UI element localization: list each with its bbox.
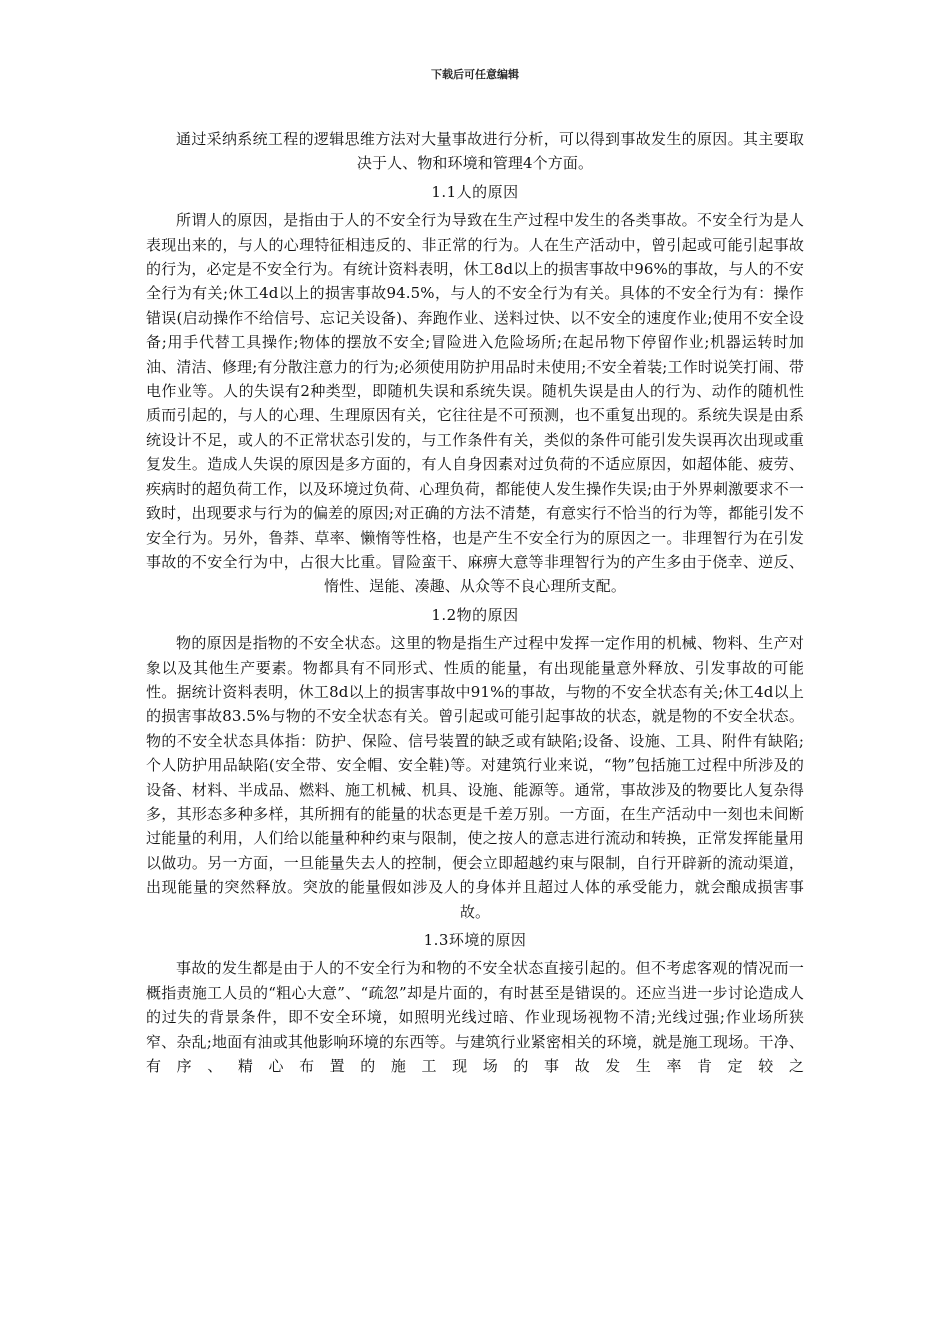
section-body-human: 所谓人的原因，是指由于人的不安全行为导致在生产过程中发生的各类事故。不安全行为是人表现出来的，与人的心理特征相违反的、非正常的行为。人在生产活动中，曾引起或可能引起事故的行为，必定是不安全行为。有统计资料表明，休工8d以上的损害事故中96%的事故，与人的不安全行为有关;休工4d以上的损害事故94.5%，与人的不安全行为有关。具体的不安全行为有：操作错误(启动操作不给信号、忘记关设备)、奔跑作业、送料过快、以不安全的速度作业;使用不安全设备;用手代替工具操作;物体的摆放不安全;冒险进入危险场所;在起吊物下停留作业;机器运转时加油、清洁、修理;有分散注意力的行为;必须使用防护用品时未使用;不安全着装;工作时说笑打闹、带电作业等。人的失误有2种类型，即随机失误和系统失误。随机失误是由人的行为、动作的随机性质而引起的，与人的心理、生理原因有关，它往往是不可预测，也不重复出现的。系统失误是由系统设计不足，或人的不正常状态引发的，与工作条件有关，类似的条件可能引发失误再次出现或重复发生。造成人失误的原因是多方面的，有人自身因素对过负荷的不适应原因，如超体能、疲劳、疾病时的超负荷工作，以及环境过负荷、心理负荷，都能使人发生操作失误;由于外界刺激要求不一致时，出现要求与行为的偏差的原因;对正确的方法不清楚，有意实行不恰当的行为等，都能引发不安全行为。另外，鲁莽、草率、懒惰等性格，也是产生不安全行为的原因之一。非理智行为在引发事故的不安全行为中，占很大比重。冒险蛮干、麻痹大意等非理智行为的产生多由于侥幸、逆反、惰性、逞能、凑趣、从众等不良心理所支配。 bbox=[146, 211, 804, 596]
section-heading-environment bbox=[146, 924, 804, 956]
section-heading-object-text: 1.2物的原因 bbox=[431, 605, 519, 624]
section-heading-human bbox=[146, 176, 804, 208]
section-heading-human-text: 1.1人的原因 bbox=[431, 182, 519, 201]
section-heading-object bbox=[146, 599, 804, 631]
section-body-environment: 事故的发生都是由于人的不安全行为和物的不安全状态直接引起的。但不考虑客观的情况而一概指责施工人员的“粗心大意”、“疏忽”却是片面的，有时甚至是错误的。还应当进一步讨论造成人的过失的背景条件，即不安全环境，如照明光线过暗、作业现场视物不清;光线过强;作业场所狭窄、杂乱;地面有油或其他影响环境的东西等。与建筑行业紧密相关的环境，就是施工现场。干净、有序、精心布置的施工现场的事故发生率肯定较之 bbox=[146, 959, 804, 1076]
intro-paragraph: 通过采纳系统工程的逻辑思维方法对大量事故进行分析，可以得到事故发生的原因。其主要取决于人、物和环境和管理4个方面。 bbox=[176, 130, 804, 173]
section-body-object: 物的原因是指物的不安全状态。这里的物是指生产过程中发挥一定作用的机械、物料、生产对象以及其他生产要素。物都具有不同形式、性质的能量，有出现能量意外释放、引发事故的可能性。据统计资料表明，休工8d以上的损害事故中91%的事故，与物的不安全状态有关;休工4d以上的损害事故83.5%与物的不安全状态有关。曾引起或可能引起事故的状态，就是物的不安全状态。物的不安全状态具体指：防护、保险、信号装置的缺乏或有缺陷;设备、设施、工具、附件有缺陷;个人防护用品缺陷(安全带、安全帽、安全鞋)等。对建筑行业来说，“物”包括施工过程中所涉及的设备、材料、半成品、燃料、施工机械、机具、设施、能源等。通常，事故涉及的物要比人复杂得多，其形态多种多样，其所拥有的能量的状态更是千差万别。一方面，在生产活动中一刻也未间断过能量的利用，人们给以能量种种约束与限制，使之按人的意志进行流动和转换，正常发挥能量用以做功。另一方面，一旦能量失去人的控制，便会立即超越约束与限制，自行开辟新的流动渠道，出现能量的突然释放。突放的能量假如涉及人的身体并且超过人体的承受能力，就会酿成损害事故。 bbox=[146, 634, 804, 921]
section-heading-environment-text: 1.3环境的原因 bbox=[423, 931, 527, 949]
document-body bbox=[146, 127, 804, 1078]
header-note: 下载后可任意编辑 bbox=[431, 68, 519, 81]
